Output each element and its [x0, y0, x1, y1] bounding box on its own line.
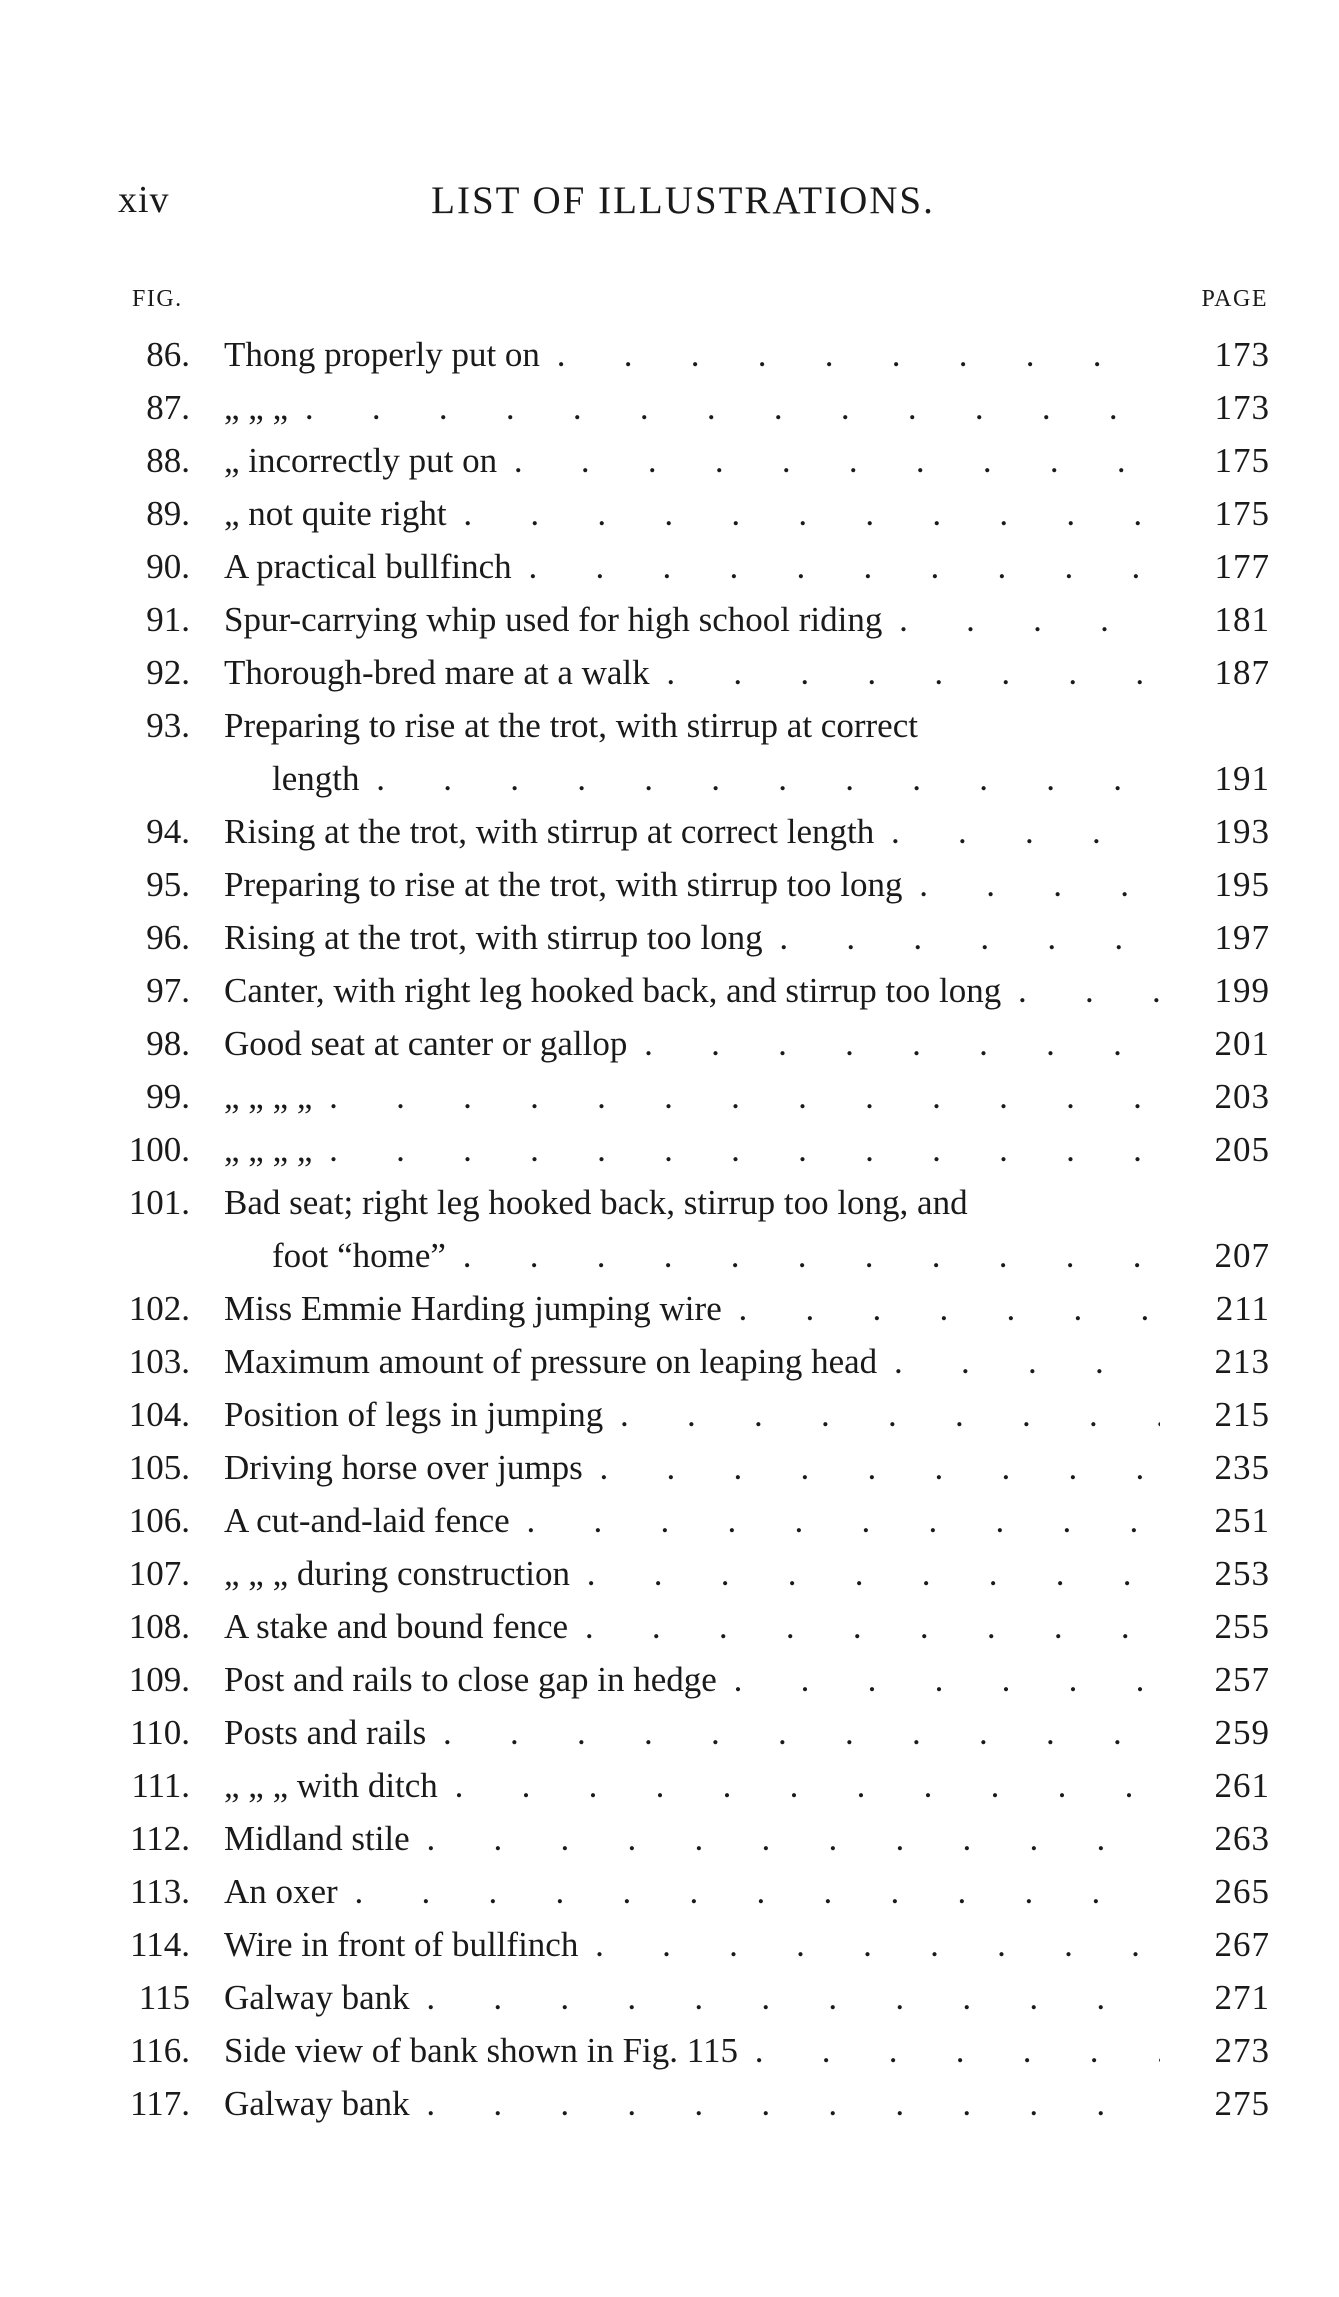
figure-number: 102.: [128, 1289, 190, 1328]
list-item: [110, 1176, 1270, 1282]
figure-title: Thong properly put on . .: [224, 328, 1160, 381]
figure-title: A practical bullfinch . .: [224, 540, 1160, 593]
figure-number: 117.: [130, 2084, 190, 2123]
page-reference: 191: [1214, 759, 1270, 798]
page-reference: 205: [1214, 1130, 1270, 1169]
page-reference: 261: [1214, 1766, 1270, 1805]
figure-title: „ „ „ . .: [224, 381, 1160, 434]
figure-number: 97.: [146, 971, 190, 1010]
list-item: [110, 1123, 1270, 1176]
figure-number: 106.: [128, 1501, 190, 1540]
page-reference: 197: [1214, 918, 1270, 957]
figure-title: Midland stile . .: [224, 1812, 1160, 1865]
list-item: [110, 328, 1270, 381]
figure-number: 96.: [146, 918, 190, 957]
list-item: [110, 1335, 1270, 1388]
figure-title: Galway bank . .: [224, 1971, 1160, 2024]
figure-number: 89.: [146, 494, 190, 533]
figure-number: 115: [138, 1978, 190, 2017]
figure-number: 100.: [128, 1130, 190, 1169]
page-reference: 267: [1214, 1925, 1270, 1964]
figure-title: „ incorrectly put on . .: [224, 434, 1160, 487]
page-column-heading: PAGE: [1201, 286, 1268, 312]
list-item: [110, 964, 1270, 1017]
list-item: [110, 911, 1270, 964]
list-item: [110, 1600, 1270, 1653]
page-reference: 195: [1214, 865, 1270, 904]
list-item: [110, 1918, 1270, 1971]
page-reference: 181: [1214, 600, 1270, 639]
list-item: [110, 1653, 1270, 1706]
figure-number: 92.: [146, 653, 190, 692]
figure-title: A stake and bound fence . .: [224, 1600, 1160, 1653]
figure-title: „ „ „ during construction . .: [224, 1547, 1160, 1600]
figure-title: Galway bank . .: [224, 2077, 1160, 2130]
figure-number: 95.: [146, 865, 190, 904]
page-reference: 207: [1214, 1236, 1270, 1275]
page-reference: 253: [1214, 1554, 1270, 1593]
figure-number: 107.: [128, 1554, 190, 1593]
illustration-list: [110, 328, 1270, 2130]
list-item: [110, 1441, 1270, 1494]
figure-number: 110.: [130, 1713, 190, 1752]
list-item: [110, 1282, 1270, 1335]
page-reference: 193: [1214, 812, 1270, 851]
figure-number: 90.: [146, 547, 190, 586]
page-header: [118, 178, 1268, 238]
page-reference: 235: [1214, 1448, 1270, 1487]
figure-number: 93.: [146, 706, 190, 745]
figure-title: „ „ „ with ditch . .: [224, 1759, 1160, 1812]
list-item: [110, 2077, 1270, 2130]
figure-number: 94.: [146, 812, 190, 851]
list-item: [110, 434, 1270, 487]
figure-number: 101.: [128, 1183, 190, 1222]
figure-title: Side view of bank shown in Fig. 115 . .: [224, 2024, 1160, 2077]
list-item: [110, 1865, 1270, 1918]
list-item: [110, 487, 1270, 540]
list-item: [110, 1388, 1270, 1441]
list-item: [110, 699, 1270, 805]
figure-title: Thorough-bred mare at a walk . .: [224, 646, 1160, 699]
figure-title: Spur-carrying whip used for high school riding . .: [224, 593, 1160, 646]
figure-number: 86.: [146, 335, 190, 374]
figure-number: 114.: [130, 1925, 190, 1964]
figure-title: Post and rails to close gap in hedge . .: [224, 1653, 1160, 1706]
page-reference: 213: [1214, 1342, 1270, 1381]
figure-title: A cut-and-laid fence . .: [224, 1494, 1160, 1547]
list-item: [110, 593, 1270, 646]
page-number: xiv: [118, 179, 170, 221]
page-reference: 177: [1214, 547, 1270, 586]
figure-title: „ „ „ „ . .: [224, 1123, 1160, 1176]
figure-title: Posts and rails . .: [224, 1706, 1160, 1759]
page-reference: 255: [1214, 1607, 1270, 1646]
figure-number: 91.: [146, 600, 190, 639]
page-reference: 201: [1214, 1024, 1270, 1063]
page-reference: 211: [1215, 1289, 1270, 1328]
figure-title: Position of legs in jumping . .: [224, 1388, 1160, 1441]
list-item: [110, 1070, 1270, 1123]
list-item: [110, 805, 1270, 858]
figure-title: Preparing to rise at the trot, with stirrup at correct: [224, 706, 918, 745]
figure-title: Miss Emmie Harding jumping wire . .: [224, 1282, 1160, 1335]
list-item: [110, 540, 1270, 593]
running-title: LIST OF ILLUSTRATIONS.: [431, 179, 935, 222]
list-item: [110, 381, 1270, 434]
page-reference: 259: [1214, 1713, 1270, 1752]
figure-number: 112.: [130, 1819, 190, 1858]
list-item: [110, 1547, 1270, 1600]
figure-title: „ „ „ „ . .: [224, 1070, 1160, 1123]
page-reference: 271: [1214, 1978, 1270, 2017]
list-item: [110, 1494, 1270, 1547]
list-item: [110, 1017, 1270, 1070]
figure-title: An oxer . .: [224, 1865, 1160, 1918]
page-reference: 265: [1214, 1872, 1270, 1911]
figure-title: Driving horse over jumps . .: [224, 1441, 1160, 1494]
figure-title: Preparing to rise at the trot, with stirrup too long . .: [224, 858, 1160, 911]
list-item: [110, 646, 1270, 699]
figure-number: 99.: [146, 1077, 190, 1116]
figure-number: 88.: [146, 441, 190, 480]
page-reference: 199: [1214, 971, 1270, 1010]
figure-number: 105.: [128, 1448, 190, 1487]
figure-number: 103.: [128, 1342, 190, 1381]
page-reference: 203: [1214, 1077, 1270, 1116]
figure-number: 87.: [146, 388, 190, 427]
page-reference: 251: [1214, 1501, 1270, 1540]
figure-title-continued: length . .: [272, 752, 1160, 805]
figure-title: „ not quite right . .: [224, 487, 1160, 540]
figure-number: 116.: [130, 2031, 190, 2070]
list-item: [110, 2024, 1270, 2077]
page-reference: 175: [1214, 441, 1270, 480]
list-item: [110, 1759, 1270, 1812]
fig-column-heading: FIG.: [132, 286, 183, 312]
list-item: [110, 1706, 1270, 1759]
list-item: [110, 1971, 1270, 2024]
page-reference: 173: [1214, 335, 1270, 374]
page-reference: 215: [1214, 1395, 1270, 1434]
figure-title: Canter, with right leg hooked back, and stirrup too long . .: [224, 964, 1160, 1017]
figure-title: Rising at the trot, with stirrup too long . .: [224, 911, 1160, 964]
page-reference: 273: [1214, 2031, 1270, 2070]
figure-number: 108.: [128, 1607, 190, 1646]
figure-number: 98.: [146, 1024, 190, 1063]
page-reference: 257: [1214, 1660, 1270, 1699]
figure-number: 113.: [130, 1872, 190, 1911]
page-reference: 263: [1214, 1819, 1270, 1858]
figure-number: 104.: [128, 1395, 190, 1434]
figure-number: 111.: [131, 1766, 190, 1805]
figure-title-continued: foot “home” . .: [272, 1229, 1160, 1282]
page-reference: 175: [1214, 494, 1270, 533]
page-reference: 275: [1214, 2084, 1270, 2123]
figure-number: 109.: [128, 1660, 190, 1699]
column-headings: [128, 286, 1268, 318]
list-item: [110, 858, 1270, 911]
figure-title: Rising at the trot, with stirrup at correct length . .: [224, 805, 1160, 858]
figure-title: Bad seat; right leg hooked back, stirrup too long, and: [224, 1183, 968, 1222]
figure-title: Wire in front of bullfinch . .: [224, 1918, 1160, 1971]
figure-title: Maximum amount of pressure on leaping head . .: [224, 1335, 1160, 1388]
list-item: [110, 1812, 1270, 1865]
page-reference: 173: [1214, 388, 1270, 427]
page-reference: 187: [1214, 653, 1270, 692]
figure-title: Good seat at canter or gallop . .: [224, 1017, 1160, 1070]
